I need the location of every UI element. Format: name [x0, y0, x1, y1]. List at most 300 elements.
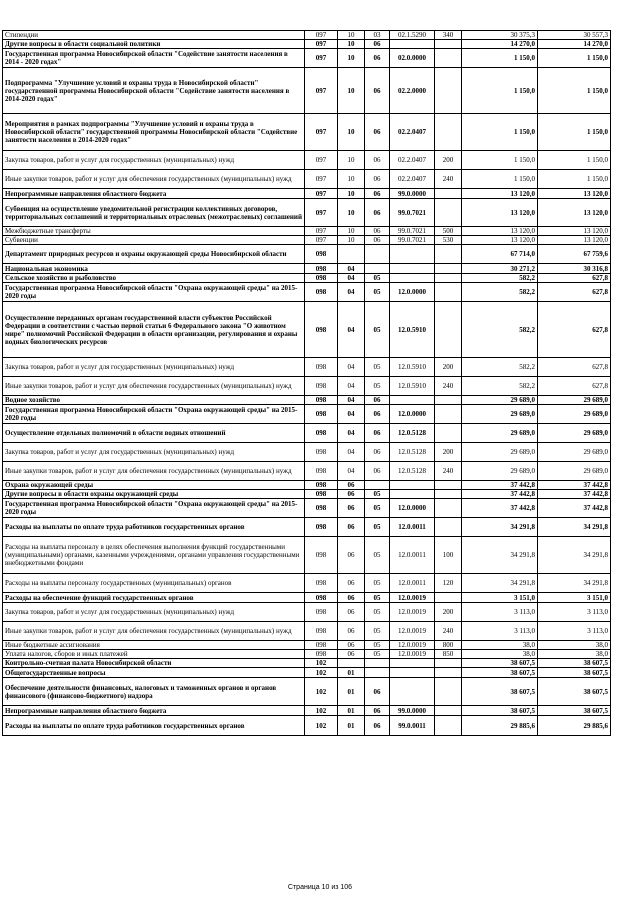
cell-vr [435, 668, 462, 678]
cell-vr: 800 [435, 641, 462, 650]
table-row [3, 302, 611, 358]
cell-rz: 04 [338, 358, 365, 377]
cell-pr: 05 [365, 518, 390, 537]
cell-rz: 01 [338, 706, 365, 716]
table-row [3, 68, 611, 114]
cell-vr: 240 [435, 170, 462, 189]
table-row [3, 706, 611, 716]
cell-rz [338, 245, 365, 264]
cell-amount-2017: 34 291,8 [538, 518, 611, 537]
cell-rz: 10 [338, 31, 365, 40]
table-row [3, 264, 611, 274]
cell-amount-2017: 38 607,5 [538, 706, 611, 716]
cell-name: Расходы на выплаты по оплате труда работников государственных органов [3, 716, 305, 736]
table-row [3, 245, 611, 264]
cell-csr [390, 481, 435, 490]
cell-ved: 098 [305, 537, 338, 574]
cell-amount-2017: 627,8 [538, 302, 611, 358]
cell-vr: 500 [435, 227, 462, 236]
cell-amount-2016: 582,2 [462, 302, 538, 358]
cell-rz: 04 [338, 424, 365, 443]
cell-amount-2017: 1 150,0 [538, 151, 611, 170]
cell-csr: 12.0.0000 [390, 283, 435, 302]
cell-vr [435, 245, 462, 264]
cell-amount-2017: 30 557,3 [538, 31, 611, 40]
cell-vr [435, 40, 462, 49]
cell-csr: 02.1.5290 [390, 31, 435, 40]
cell-csr: 99.0.0000 [390, 706, 435, 716]
cell-vr [435, 716, 462, 736]
cell-csr: 02.2.0407 [390, 114, 435, 151]
cell-amount-2017: 627,8 [538, 377, 611, 396]
cell-rz: 06 [338, 574, 365, 593]
cell-name: Другие вопросы в области охраны окружающей среды [3, 490, 305, 499]
cell-amount-2017: 13 120,0 [538, 236, 611, 245]
cell-name: Субвенция на осуществление уведомительной регистрации коллективных договоров, территориальных соглашений и территориальных отраслевых (межотраслевых) соглашений [3, 199, 305, 227]
cell-csr: 12.0.5910 [390, 358, 435, 377]
cell-rz: 10 [338, 68, 365, 114]
cell-pr: 05 [365, 650, 390, 659]
cell-name: Межбюджетные трансферты [3, 227, 305, 236]
table-row [3, 31, 611, 40]
table-row [3, 424, 611, 443]
cell-amount-2016: 29 689,0 [462, 424, 538, 443]
cell-rz: 06 [338, 537, 365, 574]
cell-ved: 098 [305, 593, 338, 603]
table-row [3, 499, 611, 518]
cell-ved: 098 [305, 481, 338, 490]
cell-amount-2016: 38 607,5 [462, 706, 538, 716]
cell-pr: 05 [365, 499, 390, 518]
cell-name: Общегосударственные вопросы [3, 668, 305, 678]
cell-name: Расходы на выплаты по оплате труда работников государственных органов [3, 518, 305, 537]
cell-rz: 06 [338, 481, 365, 490]
cell-name: Контрольно-счетная палата Новосибирской области [3, 659, 305, 668]
table-row [3, 114, 611, 151]
cell-ved: 098 [305, 358, 338, 377]
table-row [3, 678, 611, 706]
cell-amount-2016: 34 291,8 [462, 574, 538, 593]
cell-amount-2016: 34 291,8 [462, 537, 538, 574]
cell-csr [390, 274, 435, 283]
cell-rz: 10 [338, 170, 365, 189]
cell-amount-2016: 37 442,8 [462, 490, 538, 499]
cell-vr: 120 [435, 574, 462, 593]
cell-ved: 098 [305, 396, 338, 405]
cell-ved: 098 [305, 245, 338, 264]
cell-pr: 05 [365, 574, 390, 593]
table-row [3, 650, 611, 659]
cell-amount-2017: 37 442,8 [538, 490, 611, 499]
cell-pr: 06 [365, 151, 390, 170]
cell-amount-2017: 627,8 [538, 283, 611, 302]
cell-ved: 102 [305, 678, 338, 706]
cell-csr [390, 659, 435, 668]
cell-ved: 097 [305, 151, 338, 170]
cell-csr: 12.0.5910 [390, 377, 435, 396]
cell-csr: 99.0.7021 [390, 227, 435, 236]
cell-amount-2016: 29 689,0 [462, 462, 538, 481]
cell-vr [435, 302, 462, 358]
cell-ved: 098 [305, 462, 338, 481]
table-row [3, 199, 611, 227]
cell-ved: 098 [305, 424, 338, 443]
cell-pr: 06 [365, 68, 390, 114]
cell-csr: 12.0.0000 [390, 499, 435, 518]
cell-pr: 06 [365, 199, 390, 227]
cell-pr: 05 [365, 593, 390, 603]
cell-amount-2017: 29 885,6 [538, 716, 611, 736]
cell-amount-2016: 582,2 [462, 283, 538, 302]
cell-name: Сельское хозяйство и рыболовство [3, 274, 305, 283]
cell-amount-2017: 13 120,0 [538, 227, 611, 236]
cell-vr: 200 [435, 603, 462, 622]
cell-vr [435, 678, 462, 706]
cell-ved: 098 [305, 499, 338, 518]
table-row [3, 622, 611, 641]
cell-amount-2017: 37 442,8 [538, 499, 611, 518]
table-row [3, 593, 611, 603]
cell-amount-2017: 29 689,0 [538, 443, 611, 462]
cell-ved: 098 [305, 490, 338, 499]
cell-name: Национальная экономика [3, 264, 305, 274]
table-row [3, 283, 611, 302]
cell-csr: 12.0.0011 [390, 537, 435, 574]
cell-pr: 06 [365, 170, 390, 189]
cell-amount-2016: 582,2 [462, 377, 538, 396]
cell-name: Закупка товаров, работ и услуг для государственных (муниципальных) нужд [3, 443, 305, 462]
cell-ved: 102 [305, 659, 338, 668]
cell-amount-2017: 29 689,0 [538, 462, 611, 481]
cell-csr: 12.0.0019 [390, 593, 435, 603]
cell-name: Расходы на обеспечение функций государственных органов [3, 593, 305, 603]
cell-vr [435, 274, 462, 283]
cell-name: Иные закупки товаров, работ и услуг для обеспечения государственных (муниципальных) нужд [3, 462, 305, 481]
cell-vr [435, 481, 462, 490]
cell-name: Иные бюджетные ассигнования [3, 641, 305, 650]
table-row [3, 574, 611, 593]
cell-csr: 12.0.5128 [390, 424, 435, 443]
cell-amount-2016: 67 714,0 [462, 245, 538, 264]
cell-vr [435, 264, 462, 274]
table-row [3, 358, 611, 377]
cell-csr: 12.0.5910 [390, 302, 435, 358]
cell-pr [365, 245, 390, 264]
cell-rz: 10 [338, 114, 365, 151]
cell-name: Иные закупки товаров, работ и услуг для обеспечения государственных (муниципальных) нужд [3, 622, 305, 641]
cell-amount-2016: 37 442,8 [462, 499, 538, 518]
cell-ved: 098 [305, 622, 338, 641]
cell-pr: 06 [365, 443, 390, 462]
table-row [3, 641, 611, 650]
cell-amount-2016: 13 120,0 [462, 189, 538, 199]
cell-amount-2016: 3 113,0 [462, 603, 538, 622]
cell-pr: 05 [365, 537, 390, 574]
cell-rz: 04 [338, 264, 365, 274]
cell-amount-2017: 13 120,0 [538, 199, 611, 227]
cell-vr [435, 659, 462, 668]
cell-pr: 06 [365, 189, 390, 199]
cell-pr: 06 [365, 396, 390, 405]
table-row [3, 227, 611, 236]
cell-amount-2016: 1 150,0 [462, 68, 538, 114]
cell-vr [435, 424, 462, 443]
cell-rz: 01 [338, 716, 365, 736]
cell-vr [435, 114, 462, 151]
cell-rz: 06 [338, 518, 365, 537]
cell-ved: 097 [305, 170, 338, 189]
cell-vr: 530 [435, 236, 462, 245]
cell-ved: 097 [305, 49, 338, 68]
cell-ved: 098 [305, 443, 338, 462]
table-row [3, 668, 611, 678]
cell-amount-2016: 29 689,0 [462, 396, 538, 405]
cell-name: Государственная программа Новосибирской области "Содействие занятости населения в 2014 - 2020 годах" [3, 49, 305, 68]
cell-pr: 05 [365, 302, 390, 358]
cell-ved: 097 [305, 40, 338, 49]
cell-rz: 06 [338, 603, 365, 622]
cell-ved: 098 [305, 518, 338, 537]
table-row [3, 40, 611, 49]
cell-amount-2017: 34 291,8 [538, 574, 611, 593]
cell-vr [435, 396, 462, 405]
cell-name: Другие вопросы в области социальной политики [3, 40, 305, 49]
cell-pr: 06 [365, 236, 390, 245]
cell-name: Водное хозяйство [3, 396, 305, 405]
cell-pr: 05 [365, 622, 390, 641]
cell-csr [390, 490, 435, 499]
cell-ved: 097 [305, 114, 338, 151]
cell-csr: 12.0.5128 [390, 443, 435, 462]
table-row [3, 236, 611, 245]
cell-amount-2017: 38 607,5 [538, 678, 611, 706]
cell-name: Закупка товаров, работ и услуг для государственных (муниципальных) нужд [3, 358, 305, 377]
cell-amount-2016: 38,0 [462, 650, 538, 659]
cell-csr: 12.0.0011 [390, 574, 435, 593]
table-row [3, 151, 611, 170]
cell-rz: 10 [338, 199, 365, 227]
cell-amount-2017: 38 607,5 [538, 659, 611, 668]
cell-amount-2017: 1 150,0 [538, 49, 611, 68]
cell-name: Подпрограмма "Улучшение условий и охраны труда в Новосибирской области" государственной программы Новосибирской области "Содействие занятости населения в 2014-2020 годах" [3, 68, 305, 114]
cell-vr [435, 68, 462, 114]
cell-rz: 06 [338, 499, 365, 518]
cell-amount-2017: 627,8 [538, 274, 611, 283]
cell-vr: 240 [435, 462, 462, 481]
cell-vr: 240 [435, 377, 462, 396]
cell-amount-2017: 29 689,0 [538, 424, 611, 443]
cell-amount-2016: 30 271,2 [462, 264, 538, 274]
cell-rz: 06 [338, 593, 365, 603]
cell-vr: 200 [435, 358, 462, 377]
cell-csr: 12.0.0019 [390, 641, 435, 650]
cell-amount-2016: 1 150,0 [462, 151, 538, 170]
cell-amount-2017: 1 150,0 [538, 114, 611, 151]
cell-name: Государственная программа Новосибирской области "Охрана окружающей среды" на 2015-2020 годы [3, 499, 305, 518]
cell-rz: 10 [338, 236, 365, 245]
cell-amount-2016: 13 120,0 [462, 227, 538, 236]
cell-rz: 04 [338, 462, 365, 481]
cell-amount-2016: 582,2 [462, 358, 538, 377]
cell-ved: 098 [305, 405, 338, 424]
table-row [3, 462, 611, 481]
cell-amount-2016: 582,2 [462, 274, 538, 283]
table-row [3, 518, 611, 537]
cell-rz: 10 [338, 40, 365, 49]
cell-ved: 098 [305, 274, 338, 283]
cell-rz: 10 [338, 49, 365, 68]
cell-vr [435, 499, 462, 518]
cell-ved: 098 [305, 264, 338, 274]
cell-vr [435, 490, 462, 499]
cell-vr: 850 [435, 650, 462, 659]
cell-name: Субвенции [3, 236, 305, 245]
cell-amount-2017: 1 150,0 [538, 68, 611, 114]
table-row [3, 716, 611, 736]
cell-csr: 12.0.0019 [390, 650, 435, 659]
cell-csr: 02.2.0407 [390, 170, 435, 189]
cell-rz: 06 [338, 622, 365, 641]
cell-csr [390, 396, 435, 405]
cell-pr: 05 [365, 641, 390, 650]
cell-amount-2016: 37 442,8 [462, 481, 538, 490]
cell-rz [338, 659, 365, 668]
cell-ved: 098 [305, 377, 338, 396]
table-row [3, 377, 611, 396]
table-row [3, 49, 611, 68]
cell-amount-2017: 67 759,6 [538, 245, 611, 264]
cell-amount-2017: 29 689,0 [538, 405, 611, 424]
cell-pr: 03 [365, 31, 390, 40]
table-row [3, 603, 611, 622]
cell-pr: 06 [365, 405, 390, 424]
cell-pr: 06 [365, 678, 390, 706]
cell-pr [365, 481, 390, 490]
cell-csr: 12.0.5128 [390, 462, 435, 481]
cell-name: Осуществление отдельных полномочий в области водных отношений [3, 424, 305, 443]
cell-csr [390, 245, 435, 264]
cell-amount-2017: 14 270,0 [538, 40, 611, 49]
cell-rz: 01 [338, 668, 365, 678]
cell-pr: 06 [365, 114, 390, 151]
cell-ved: 098 [305, 641, 338, 650]
cell-amount-2016: 38 607,5 [462, 678, 538, 706]
cell-amount-2016: 3 113,0 [462, 622, 538, 641]
cell-ved: 097 [305, 227, 338, 236]
cell-csr [390, 668, 435, 678]
cell-name: Иные закупки товаров, работ и услуг для обеспечения государственных (муниципальных) нужд [3, 170, 305, 189]
cell-amount-2016: 38 607,5 [462, 668, 538, 678]
cell-amount-2016: 1 150,0 [462, 49, 538, 68]
cell-csr: 02.2.0407 [390, 151, 435, 170]
cell-name: Закупка товаров, работ и услуг для государственных (муниципальных) нужд [3, 151, 305, 170]
cell-vr [435, 283, 462, 302]
cell-amount-2017: 30 316,8 [538, 264, 611, 274]
cell-ved: 098 [305, 283, 338, 302]
cell-csr: 12.0.0011 [390, 518, 435, 537]
table-row [3, 443, 611, 462]
cell-vr [435, 405, 462, 424]
cell-rz: 10 [338, 151, 365, 170]
cell-ved: 097 [305, 199, 338, 227]
cell-amount-2017: 38,0 [538, 650, 611, 659]
cell-vr: 100 [435, 537, 462, 574]
table-row [3, 481, 611, 490]
cell-amount-2016: 29 689,0 [462, 443, 538, 462]
cell-pr [365, 668, 390, 678]
cell-amount-2016: 30 375,3 [462, 31, 538, 40]
cell-amount-2017: 627,8 [538, 358, 611, 377]
cell-amount-2017: 1 150,0 [538, 170, 611, 189]
cell-rz: 06 [338, 641, 365, 650]
table-row [3, 396, 611, 405]
cell-pr: 05 [365, 283, 390, 302]
cell-amount-2017: 3 113,0 [538, 622, 611, 641]
table-row [3, 405, 611, 424]
cell-ved: 102 [305, 706, 338, 716]
cell-pr: 06 [365, 49, 390, 68]
cell-pr: 06 [365, 716, 390, 736]
cell-amount-2016: 1 150,0 [462, 170, 538, 189]
cell-name: Непрограммные направления областного бюджета [3, 189, 305, 199]
cell-amount-2016: 1 150,0 [462, 114, 538, 151]
table-row [3, 170, 611, 189]
cell-amount-2017: 37 442,8 [538, 481, 611, 490]
cell-vr: 240 [435, 622, 462, 641]
cell-pr: 05 [365, 377, 390, 396]
cell-vr [435, 593, 462, 603]
cell-name: Стипендии [3, 31, 305, 40]
cell-csr: 12.0.0000 [390, 405, 435, 424]
budget-table [2, 30, 611, 736]
cell-rz: 04 [338, 377, 365, 396]
cell-rz: 01 [338, 678, 365, 706]
cell-rz: 06 [338, 490, 365, 499]
cell-vr: 200 [435, 151, 462, 170]
cell-amount-2016: 13 120,0 [462, 199, 538, 227]
cell-rz: 04 [338, 443, 365, 462]
cell-ved: 097 [305, 189, 338, 199]
cell-amount-2017: 38 607,5 [538, 668, 611, 678]
table-row [3, 189, 611, 199]
table-row [3, 537, 611, 574]
cell-rz: 10 [338, 189, 365, 199]
cell-csr: 99.0.7021 [390, 236, 435, 245]
cell-name: Обеспечение деятельности финансовых, налоговых и таможенных органов и органов финансового (финансово-бюджетного) надзора [3, 678, 305, 706]
cell-csr [390, 264, 435, 274]
cell-ved: 098 [305, 302, 338, 358]
cell-rz: 06 [338, 650, 365, 659]
cell-vr [435, 49, 462, 68]
cell-vr [435, 189, 462, 199]
cell-vr: 340 [435, 31, 462, 40]
cell-pr: 05 [365, 603, 390, 622]
cell-rz: 04 [338, 396, 365, 405]
cell-csr [390, 678, 435, 706]
cell-ved: 098 [305, 603, 338, 622]
cell-vr [435, 518, 462, 537]
cell-vr [435, 199, 462, 227]
cell-amount-2016: 38,0 [462, 641, 538, 650]
cell-csr: 02.0.0000 [390, 49, 435, 68]
cell-pr: 06 [365, 462, 390, 481]
cell-pr: 05 [365, 274, 390, 283]
cell-name: Государственная программа Новосибирской области "Охрана окружающей среды" на 2015-2020 годы [3, 405, 305, 424]
cell-pr: 05 [365, 358, 390, 377]
cell-csr: 12.0.0019 [390, 622, 435, 641]
cell-name: Непрограммные направления областного бюджета [3, 706, 305, 716]
cell-name: Уплата налогов, сборов и иных платежей [3, 650, 305, 659]
